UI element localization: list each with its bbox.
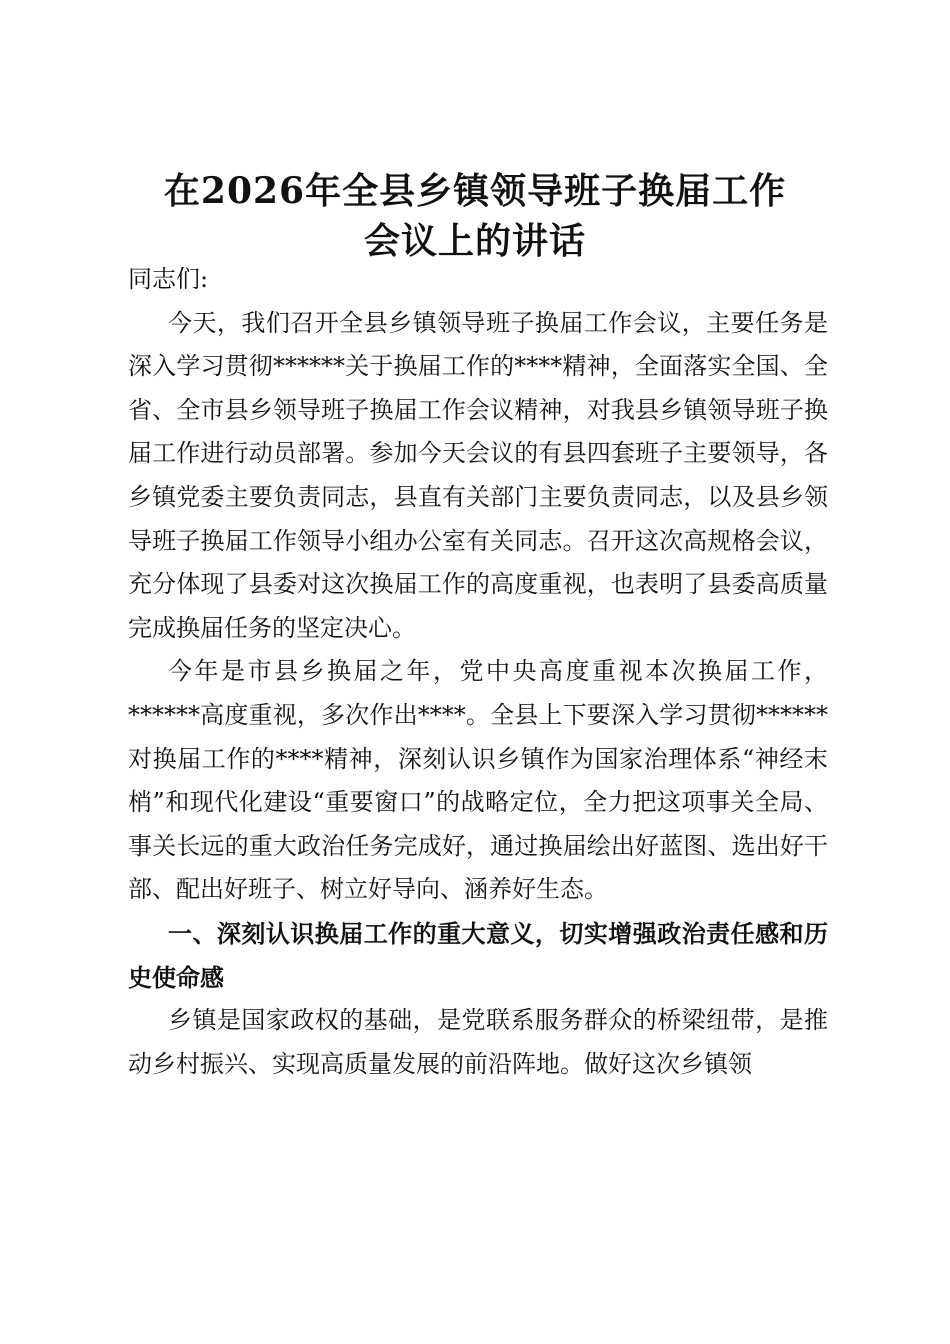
document-body [128,258,828,1086]
body-paragraph: 今年是市县乡换届之年，党中央高度重视本次换届工作，******高度重视，多次作出****。全县上下要深入学习贯彻******对换届工作的****精神，深刻认识乡镇作为国家治理体系“神经末梢”和现代化建设“重要窗口”的战略定位，全力把这项事关全局、事关长远的重大政治任务完成好，通过换届绘出好蓝图、选出好干部、配出好班子、树立好导向、涵养好生态。 [128,657,828,904]
document-title-line-1: 在2026年全县乡镇领导班子换届工作 [163,170,787,212]
document-title-line-2: 会议上的讲话 [363,220,586,262]
body-paragraph: 今天，我们召开全县乡镇领导班子换届工作会议，主要任务是深入学习贯彻******关于换届工作的****精神，全面落实全国、全省、全市县乡领导班子换届工作会议精神，对我县乡镇领导班子换届工作进行动员部署。参加今天会议的有县四套班子主要领导，各乡镇党委主要负责同志，县直有关部门主要负责同志，以及县乡领导班子换届工作领导小组办公室有关同志。召开这次高规格会议，充分体现了县委对这次换届工作的高度重视，也表明了县委高质量完成换届任务的坚定决心。 [128,308,828,642]
section-heading: 一、深刻认识换届工作的重大意义，切实增强政治责任感和历史使命感 [128,918,828,992]
salutation: 同志们: [128,265,209,293]
body-paragraph: 乡镇是国家政权的基础，是党联系服务群众的桥梁纽带，是推动乡村振兴、实现高质量发展的前沿阵地。做好这次乡镇领 [128,1006,828,1078]
